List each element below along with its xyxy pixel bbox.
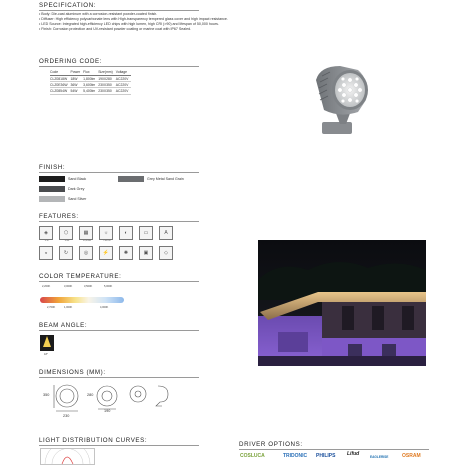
driver-logo-osram: OSRAM	[402, 453, 421, 459]
light-distribution-curve	[40, 448, 95, 465]
specification-list	[39, 12, 228, 32]
driver-options-title: DRIVER OPTIONS:	[239, 441, 303, 448]
beam-angle-title: BEAM ANGLE:	[39, 322, 88, 329]
col-code: Code	[50, 70, 71, 76]
dimmable-icon: ◒	[39, 246, 53, 260]
ordering-table	[50, 70, 131, 95]
dimensions-rule	[39, 377, 199, 378]
feature-item	[79, 226, 95, 242]
finish-label-grey-metal-sand-grain: Grey Metal Sand Grain	[147, 177, 184, 181]
ct-tick-top: 3,000K	[64, 285, 73, 288]
finish-swatch-sand-black	[39, 176, 65, 182]
ct-tick-top: 2,200K	[42, 285, 51, 288]
feature-label: IK08	[64, 240, 70, 242]
cell-flux: 3,600lm	[83, 82, 98, 88]
beam-angle-value: 18°	[44, 353, 48, 356]
cell-size: 230X350	[98, 88, 116, 94]
feature-item	[139, 226, 155, 240]
cell-code: CLZ0818W	[50, 76, 71, 82]
dimension-drawings	[52, 380, 182, 418]
rotation-icon: ↻	[59, 246, 73, 260]
feature-item	[159, 226, 175, 240]
dimension-width: 230	[63, 414, 70, 418]
cell-voltage: AC220V	[116, 88, 132, 94]
color-temperature-rule	[39, 281, 199, 282]
col-flux: Flux	[83, 70, 98, 76]
beam-angle-rule	[39, 330, 199, 331]
die-cast-icon: ◐	[119, 226, 133, 240]
light-distribution-title: LIGHT DISTRIBUTION CURVES:	[39, 437, 148, 444]
ta-icon: ▣	[139, 246, 153, 260]
color-temperature-bar	[40, 297, 124, 303]
driver-options-rule	[239, 449, 429, 450]
feature-item	[59, 246, 75, 260]
driver-logo-lifud: Lifud	[347, 451, 360, 457]
efficiency-icon: A	[159, 226, 173, 240]
cri-icon: ☼	[99, 226, 113, 240]
finish-label-sand-black: Sand Black	[68, 177, 87, 181]
feature-item	[59, 226, 75, 242]
feature-label: 50,000H	[82, 240, 92, 242]
cell-code: CLZ0854W	[50, 88, 71, 94]
application-photo	[258, 240, 426, 366]
lifespan-icon: ▦	[79, 226, 93, 240]
feature-item	[119, 246, 135, 260]
finish-label-dark-grey: Dark Grey	[68, 187, 85, 191]
dimensions-title: DIMENSIONS (MM):	[39, 369, 106, 376]
spec-line-diffuser: • Diffuser: High efficiency polycarbonate lens with High-transparency tempered glass cover and high impact resistance.	[39, 17, 228, 21]
ct-tick-top: 5,000K	[104, 285, 113, 288]
cell-code: CLZ0E36W	[50, 82, 71, 88]
beam-angle-icon	[40, 335, 54, 351]
cell-power: 36W	[71, 82, 84, 88]
specification-title: SPECIFICATION:	[39, 2, 97, 9]
surge-icon: ⚡	[99, 246, 113, 260]
feature-label: CRI>90	[103, 240, 111, 242]
feature-item	[79, 246, 95, 260]
feature-item	[99, 246, 115, 260]
feature-item	[99, 226, 115, 242]
feature-item	[39, 226, 55, 242]
ik-rating-icon: ⬡	[59, 226, 73, 240]
driver-logo-tridonic: TRIDONIC	[283, 453, 308, 459]
features-title: FEATURES:	[39, 213, 79, 220]
cell-power: 54W	[71, 88, 84, 94]
ordering-title: ORDERING CODE:	[39, 58, 103, 65]
color-temperature-title: COLOR TEMPERATURE:	[39, 273, 122, 280]
cell-size: 230X350	[98, 82, 116, 88]
feature-label: IP67	[44, 240, 50, 242]
cell-flux: 1,800lm	[83, 76, 98, 82]
material-icon: ◇	[159, 246, 173, 260]
dimension-height-small: 280	[87, 393, 94, 397]
light-distribution-rule	[39, 445, 199, 446]
cell-size: 190X280	[98, 76, 116, 82]
dimension-height: 350	[43, 393, 50, 397]
spec-line-led-source: • LED Source: Integrated high-efficiency LED chips with high lumen, high CRI (>90) and lifespan of 50,000 hours.	[39, 22, 219, 26]
col-voltage: Voltage	[116, 70, 132, 76]
feature-item	[139, 246, 155, 260]
cell-voltage: AC220V	[116, 82, 132, 88]
feature-item	[39, 246, 55, 260]
driver-logo-eaglerise: EAGLERISE	[370, 455, 389, 459]
finish-rule	[39, 172, 199, 173]
feature-item	[119, 226, 135, 240]
spec-line-finish: • Finish: Corrosion protection and UV-resistant powder coating or marine coat with IP67 Sealed.	[39, 27, 192, 31]
cell-flux: 5,400lm	[83, 88, 98, 94]
anti-glare-icon: ◎	[79, 246, 93, 260]
ct-tick-bottom: 1,000K	[64, 306, 73, 309]
finish-title: FINISH:	[39, 164, 66, 171]
ip-rating-icon: ◈	[39, 226, 53, 240]
ordering-rule	[39, 66, 199, 67]
ct-tick-bottom: 2,700K	[47, 306, 56, 309]
product-floodlight-image	[300, 60, 390, 150]
finish-swatch-sand-silver	[39, 196, 65, 202]
col-power: Power	[71, 70, 84, 76]
ct-tick-bottom: 4,000K	[100, 306, 109, 309]
finish-swatch-grey-metal-sand-grain	[118, 176, 144, 182]
cell-power: 18W	[71, 76, 84, 82]
driver-logo-cosluca: COSLUCA	[240, 453, 265, 459]
ct-tick-top: 3,500K	[84, 285, 93, 288]
features-rule	[39, 221, 199, 222]
warranty-icon: ▭	[139, 226, 153, 240]
table-row	[50, 88, 131, 94]
finish-swatch-dark-grey	[39, 186, 65, 192]
finish-label-sand-silver: Sand Silver	[68, 197, 87, 201]
driver-logo-philips: PHILIPS	[316, 453, 336, 459]
cell-voltage: AC220V	[116, 76, 132, 82]
col-size: Size(mm)	[98, 70, 116, 76]
specification-rule	[39, 10, 199, 11]
dimension-width-small: 190	[104, 409, 111, 413]
beam-icon: ✺	[119, 246, 133, 260]
spec-line-body: • Body: Die-cast aluminum with a corrosion-resistant powder-coated finish.	[39, 12, 158, 16]
feature-item	[159, 246, 175, 260]
